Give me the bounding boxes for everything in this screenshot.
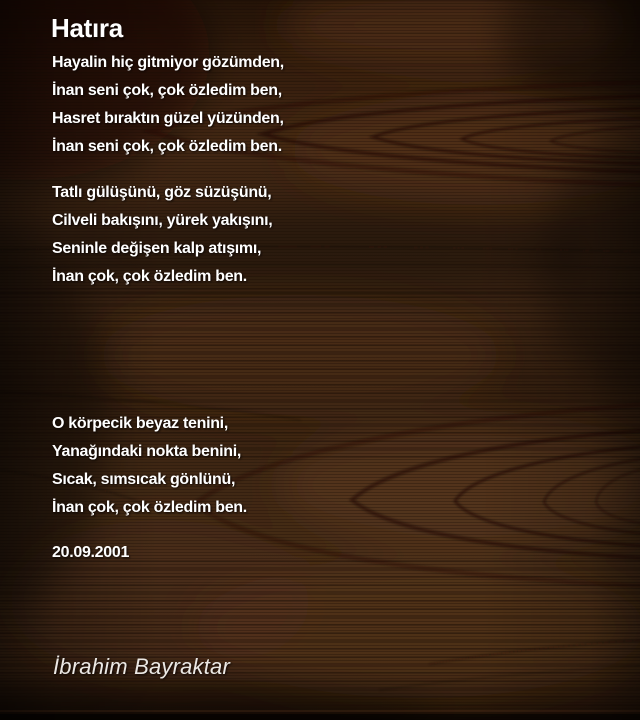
poem-line: Hayalin hiç gitmiyor gözümden, [52,54,284,71]
poem-line: Tatlı gülüşünü, göz süzüşünü, [52,184,272,201]
poem-line: İnan seni çok, çok özledim ben, [52,82,282,99]
stanza-2 [52,179,272,291]
stanza-1 [52,49,284,161]
poem-line: Hasret bıraktın güzel yüzünden, [52,110,284,127]
poem-title: Hatıra [51,13,123,43]
poem-line: İnan çok, çok özledim ben. [52,499,247,516]
poem-line: O körpecik beyaz tenini, [52,415,228,432]
poem-line: Sıcak, sımsıcak gönlünü, [52,471,236,488]
poem-line: Yanağındaki nokta benini, [52,443,241,460]
poem-line: İnan çok, çok özledim ben. [52,268,247,285]
poem-author: İbrahim Bayraktar [53,654,231,679]
poem-line: İnan seni çok, çok özledim ben. [52,138,282,155]
poem-date: 20.09.2001 [52,544,130,561]
poem-line: Seninle değişen kalp atışımı, [52,240,262,257]
poem-line: Cilveli bakışını, yürek yakışını, [52,212,273,229]
stanza-3 [52,410,247,522]
